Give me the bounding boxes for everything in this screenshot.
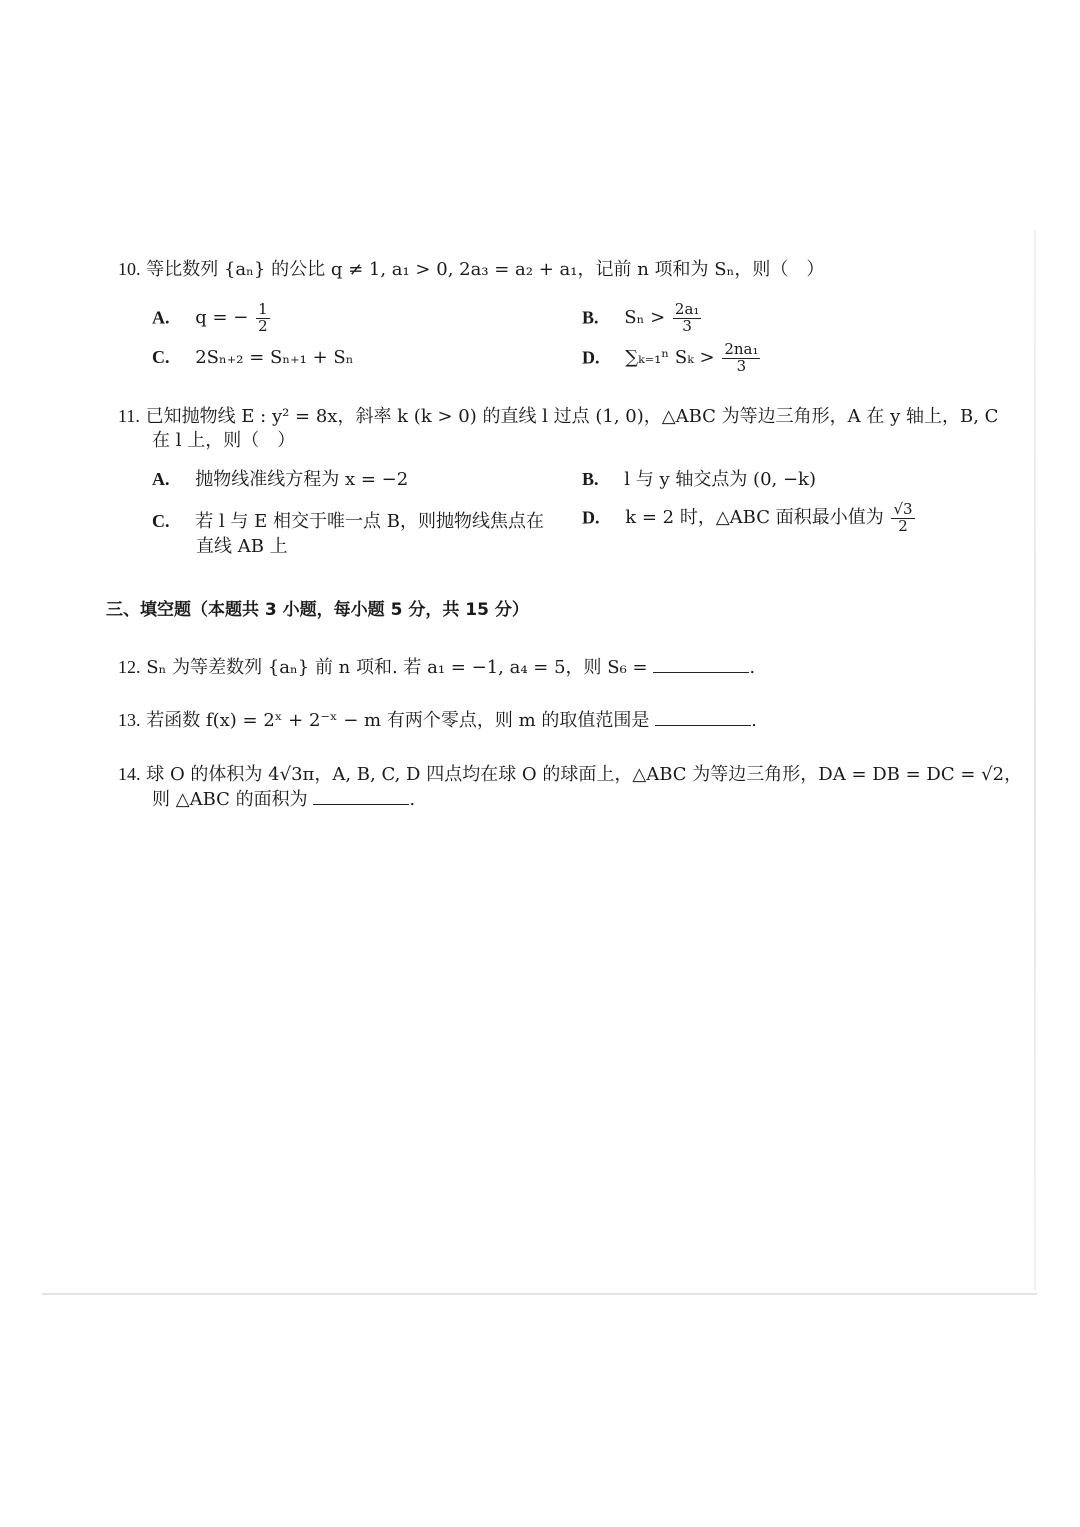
question-number: 10.	[118, 259, 141, 279]
option-text: 抛物线准线方程为 x = −2	[195, 469, 409, 490]
option-b	[582, 302, 703, 335]
option-text: 2Sₙ₊₂ = Sₙ₊₁ + Sₙ	[195, 347, 354, 368]
option-label: B.	[582, 307, 599, 328]
option-a	[152, 468, 408, 492]
option-d	[582, 502, 917, 535]
option-label: C.	[152, 347, 170, 367]
period: .	[749, 657, 756, 678]
question-text-continued: 则 △ABC 的面积为	[152, 789, 308, 810]
question-text: 若函数 f(x) = 2ˣ + 2⁻ˣ − m 有两个零点，则 m 的取值范围是	[146, 710, 650, 731]
question-number: 12.	[118, 657, 141, 677]
fraction: $\frac{\text{2na₁}}{3}$	[724, 340, 759, 375]
option-label: B.	[582, 469, 599, 489]
question-number: 11.	[118, 406, 140, 426]
option-c	[152, 346, 354, 370]
option-label: D.	[582, 347, 600, 368]
question-text: Sₙ 为等差数列 {aₙ} 前 n 项和. 若 a₁ = −1, a₄ = 5，则 S₆ =	[146, 657, 648, 678]
question-12	[118, 656, 755, 680]
question-number: 13.	[118, 710, 141, 730]
option-text: k = 2 时，△ABC 面积最小值为	[625, 507, 884, 529]
option-d	[582, 342, 762, 375]
option-text: 若 l 与 E 相交于唯一点 B，则抛物线焦点在	[195, 511, 544, 532]
question-number: 14.	[118, 764, 141, 784]
fraction: $\frac{1}{2}$	[258, 300, 268, 335]
option-text: Sₙ >	[624, 307, 666, 329]
option-text: ∑ₖ₌₁ⁿ Sₖ >	[625, 347, 715, 369]
page-edge-bottom	[42, 1293, 1037, 1295]
option-label: A.	[152, 307, 170, 328]
answer-blank[interactable]	[313, 790, 409, 805]
option-a	[152, 302, 272, 335]
answer-blank[interactable]	[655, 711, 751, 726]
fraction: $\frac{\text{2a₁}}{3}$	[674, 300, 700, 335]
page-edge-right	[1034, 230, 1036, 1290]
option-c	[152, 510, 544, 534]
question-stem: 等比数列 {aₙ} 的公比 q ≠ 1, a₁ > 0, 2a₃ = a₂ + a₁，记前 n 项和为 Sₙ，则（ ）	[146, 259, 825, 280]
fraction: $\frac{√3}{2}$	[893, 500, 913, 535]
question-text: 球 O 的体积为 4√3π，A, B, C, D 四点均在球 O 的球面上，△ABC 为等边三角形，DA = DB = DC = √2，	[146, 764, 1023, 785]
question-stem: 已知抛物线 E : y² = 8x，斜率 k (k > 0) 的直线 l 过点 (1, 0)，△ABC 为等边三角形，A 在 y 轴上，B, C	[145, 406, 999, 427]
option-label: A.	[152, 469, 170, 489]
option-text: l 与 y 轴交点为 (0, −k)	[624, 469, 816, 490]
question-stem-continued: 在 l 上，则（ ）	[152, 430, 296, 451]
period: .	[409, 789, 416, 810]
section-heading: 三、填空题（本题共 3 小题，每小题 5 分，共 15 分）	[106, 600, 529, 620]
answer-blank[interactable]	[653, 658, 749, 673]
option-text: q = −	[195, 307, 249, 329]
option-b	[582, 468, 816, 492]
period: .	[751, 710, 757, 731]
option-label: D.	[582, 507, 600, 528]
option-label: C.	[152, 511, 170, 531]
question-13	[118, 709, 757, 733]
option-c-continued: 直线 AB 上	[196, 536, 288, 557]
